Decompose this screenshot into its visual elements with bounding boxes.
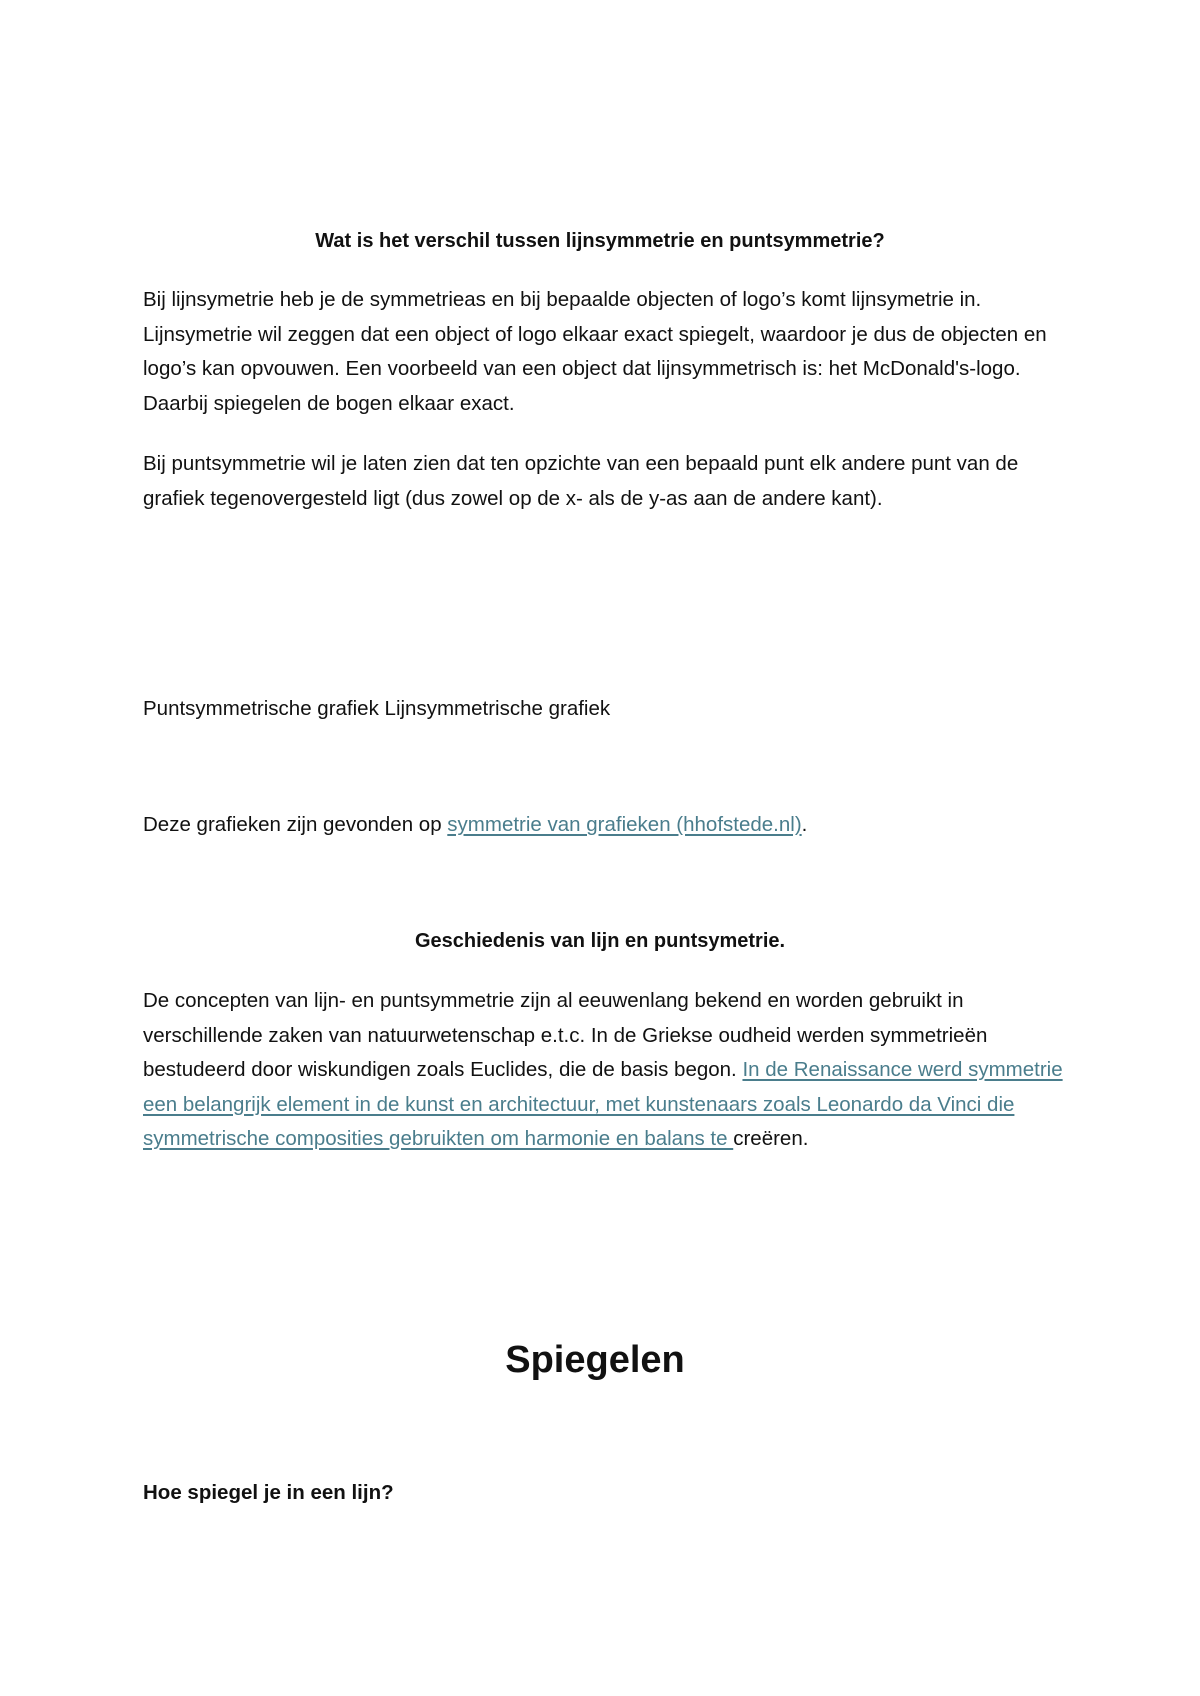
source-prefix: Deze grafieken zijn gevonden op: [143, 813, 448, 836]
geschiedenis-text-end: creëren.: [733, 1127, 809, 1150]
figure-source: [143, 808, 1063, 843]
caption-puntsymmetrische-grafiek: Puntsymmetrische grafiek: [143, 697, 379, 720]
source-link[interactable]: symmetrie van grafieken (hhofstede.nl): [447, 813, 802, 836]
section-heading-verschil: Wat is het verschil tussen lijnsymmetrie en puntsymmetrie?: [315, 230, 885, 252]
paragraph-geschiedenis: [143, 984, 1063, 1157]
renaissance-link[interactable]: In de Renaissance werd symmetrie een belangrijk element in de kunst en architectuur, met kunstenaars zoals Leonardo da Vinci die symmetrische composities gebruikten om harmonie en balans te: [143, 1058, 1063, 1150]
figure-captions: [143, 692, 1063, 727]
paragraph-lijnsymmetrie: Bij lijnsymetrie heb je de symmetrieas en bij bepaalde objecten of logo’s komt lijnsymetrie in. Lijnsymetrie wil zeggen dat een object of logo elkaar exact spiegelt, waardoor je dus de objecten en logo’s kan opvouwen. Een voorbeeld van een object dat lijnsymmetrisch is: het McDonald's-logo. Daarbij spiegelen de bogen elkaar exact.: [143, 288, 1047, 415]
title-spiegelen: Spiegelen: [505, 1339, 685, 1381]
caption-lijnsymmetrische-grafiek: Lijnsymmetrische grafiek: [384, 697, 611, 720]
geschiedenis-text-start: De concepten van lijn- en puntsymmetrie zijn al eeuwenlang bekend en worden gebruikt in verschillende zaken van natuurwetenschap e.t.c. In de Griekse oudheid werden symmetrieën bestudeerd door wiskundigen zoals Euclides, die de basis begon.: [143, 989, 988, 1081]
section-heading-geschiedenis: Geschiedenis van lijn en puntsymetrie.: [414, 930, 786, 952]
paragraph-puntsymmetrie: Bij puntsymmetrie wil je laten zien dat ten opzichte van een bepaald punt elk andere punt van de grafiek tegenovergesteld ligt (dus zowel op de x- als de y-as aan de andere kant).: [143, 452, 1019, 510]
subheading-spiegel-lijn: Hoe spiegel je in een lijn?: [143, 1481, 394, 1504]
source-suffix: .: [801, 813, 808, 836]
